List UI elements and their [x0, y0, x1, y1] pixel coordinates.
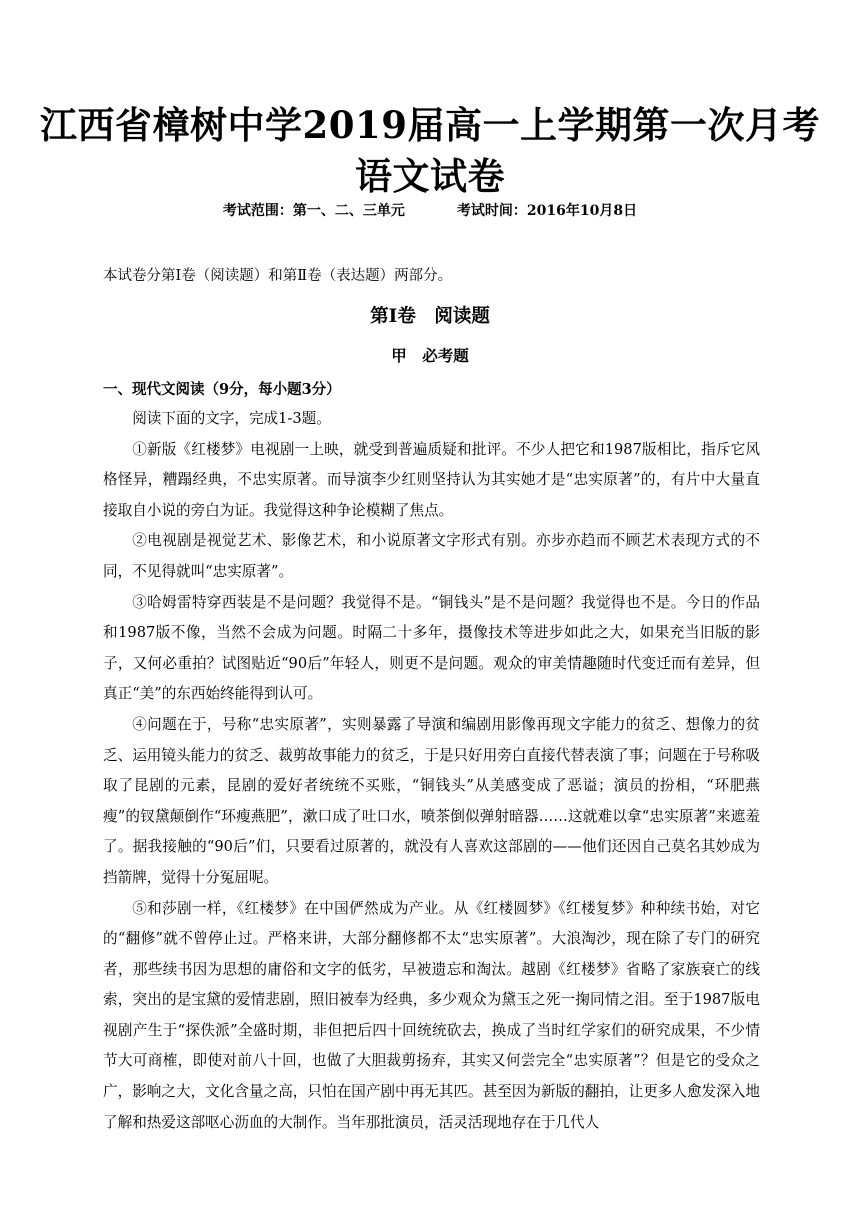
- part-title: 第Ⅰ卷 阅读题: [370, 306, 490, 327]
- paragraph-3: ③哈姆雷特穿西装是不是问题？我觉得不是。“铜钱头”是不是问题？我觉得也不是。今日的作品和1987版不像，当然不会成为问题。时隔二十多年，摄像技术等进步如此之大，如果充当旧版的影子，又何必重拍？试图贴近“90后”年轻人，则更不是问题。观众的审美情趣随时代变迁而有差异，但真正“美”的东西始终能得到认可。: [103, 593, 760, 703]
- paragraph-5: ⑤和莎剧一样，《红楼梦》在中国俨然成为产业。从《红楼圆梦》《红楼复梦》种种续书始，对它的“翻修”就不曾停止过。严格来讲，大部分翻修都不太“忠实原著”。大浪淘沙，现在除了专门的研究者，那些续书因为思想的庸俗和文字的低劣，早被遗忘和淘汰。越剧《红楼梦》省略了家族衰亡的线索，突出的是宝黛的爱情悲剧，照旧被奉为经典，多少观众为黛玉之死一掬同情之泪。至于1987版电视剧产生于“探佚派”全盛时期，非但把后四十回统统砍去，换成了当时红学家们的研究成果，不少情节大可商榷，即使对前八十回，也做了大胆裁剪扬弃，其实又何尝完全“忠实原著”？但是它的受众之广，影响之大，文化含量之高，只怕在国产剧中再无其匹。甚至因为新版的翻拍，让更多人愈发深入地了解和热爱这部呕心沥血的大制作。当年那批演员，活灵活现地存在于几代人: [103, 899, 760, 1131]
- section-heading: 一、现代文阅读（9分，每小题3分）: [103, 381, 341, 398]
- exam-meta: [0, 201, 860, 221]
- paper-intro: 本试卷分第Ⅰ卷（阅读题）和第Ⅱ卷（表达题）两部分。: [103, 268, 453, 284]
- reading-passage: [103, 404, 760, 1138]
- instruction: 阅读下面的文字，完成1-3题。: [132, 410, 331, 427]
- exam-title-line2: 语文试卷: [355, 154, 505, 198]
- paragraph-2: ②电视剧是视觉艺术、影像艺术，和小说原著文字形式有别。亦步亦趋而不顾艺术表现方式的不同，不见得就叫“忠实原著”。: [103, 532, 760, 580]
- exam-scope: 考试范围：第一、二、三单元: [222, 203, 405, 219]
- exam-title-line1: 江西省樟树中学2019届高一上学期第一次月考: [40, 103, 820, 147]
- paragraph-4: ④问题在于，号称“忠实原著”，实则暴露了导演和编剧用影像再现文字能力的贫乏、想像力的贫乏、运用镜头能力的贫乏、裁剪故事能力的贫乏，于是只好用旁白直接代替表演了事；问题在于号称吸取了昆剧的元素，昆剧的爱好者统统不买账，“铜钱头”从美感变成了恶谥；演员的扮相，“环肥燕瘦”的钗黛颠倒作“环瘦燕肥”，漱口成了吐口水，喷茶倒似弹射暗器……这就难以拿“忠实原著”来遮羞了。据我接触的“90后”们，只要看过原著的，就没有人喜欢这部剧的——他们还因自己莫名其妙成为挡箭牌，觉得十分冤屈呢。: [103, 715, 760, 886]
- paragraph-1: ①新版《红楼梦》电视剧一上映，就受到普遍质疑和批评。不少人把它和1987版相比，指斥它风格怪异，糟蹋经典，不忠实原著。而导演李少红则坚持认为其实她才是“忠实原著”的，有片中大量直接取自小说的旁白为证。我觉得这种争论模糊了焦点。: [103, 440, 760, 519]
- exam-time: 考试时间：2016年10月8日: [456, 203, 638, 219]
- sub-title: 甲 必考题: [391, 346, 469, 365]
